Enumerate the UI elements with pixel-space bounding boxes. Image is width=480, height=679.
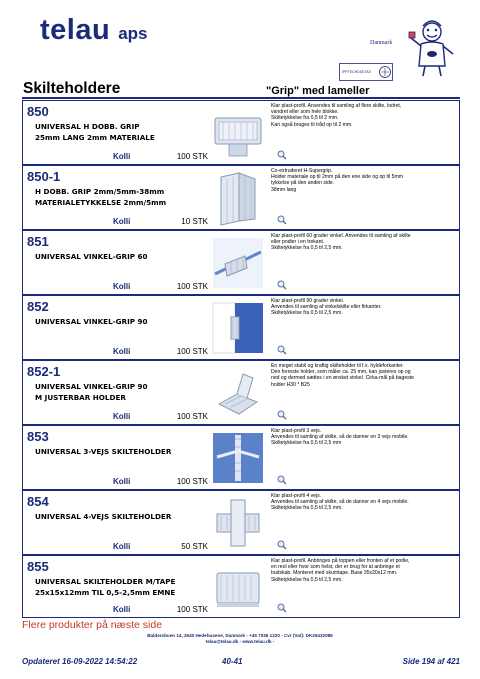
- kolli-label: Kolli: [113, 605, 131, 614]
- zoom-icon[interactable]: [277, 345, 287, 355]
- product-row: [22, 295, 460, 360]
- description-line: holder H30 * B25: [271, 381, 310, 388]
- description-line: 38mm lang: [271, 186, 297, 193]
- package-quantity: [163, 412, 208, 421]
- product-code[interactable]: 851: [27, 234, 49, 249]
- page-header: [0, 0, 480, 80]
- package-quantity: [163, 282, 208, 291]
- description-line: Skiltetykkelse fra 0,5 til 2,5 mm.: [271, 505, 343, 512]
- product-description: [271, 558, 457, 583]
- mascot-illustration: [407, 18, 457, 78]
- description-line: vandret eller som hele blokke.: [271, 109, 339, 116]
- description-line: tykkelse på den anden side.: [271, 180, 335, 187]
- page-subtitle: "Grip" med lameller: [266, 85, 370, 97]
- product-description: [271, 363, 457, 388]
- product-code[interactable]: 850: [27, 104, 49, 119]
- qty-value: 100: [176, 412, 191, 421]
- product-name-line: UNIVERSAL VINKEL-GRIP 60: [35, 252, 148, 261]
- qty-value: 100: [176, 152, 191, 161]
- product-name: [35, 316, 210, 327]
- product-row: [22, 165, 460, 230]
- description-line: Klar plast-profil 60 grader vinkel. Anvendes til samling af skilte: [271, 233, 411, 239]
- product-row: [22, 360, 460, 425]
- product-description: [271, 298, 457, 317]
- product-photo[interactable]: [209, 429, 267, 487]
- description-line: Anvendes til samling af skilte, så de danner en 4 vejs mobile.: [271, 499, 409, 506]
- product-name-line: H DOBB. GRIP 2mm/5mm-38mm: [35, 187, 165, 196]
- qty-unit: STK: [192, 152, 208, 161]
- product-name: [35, 511, 210, 522]
- description-line: budskab. Monteret med skumtape. Base 35x20x12 mm.: [271, 570, 398, 577]
- page-footer: [22, 657, 460, 669]
- description-line: Skiltetykkelse fra 0,5 til 2,5 mm: [271, 440, 342, 447]
- kolli-label: Kolli: [113, 347, 131, 356]
- product-code[interactable]: 852-1: [27, 364, 61, 379]
- description-line: Den forreste holder, som måler ca. 25 mm, kan justeres op og: [271, 369, 411, 376]
- qty-value: 100: [176, 282, 191, 291]
- zoom-icon[interactable]: [277, 475, 287, 485]
- product-row: [22, 230, 460, 295]
- product-name-line: UNIVERSAL H DOBB. GRIP: [35, 122, 140, 131]
- product-row: [22, 555, 460, 618]
- product-code[interactable]: 855: [27, 559, 49, 574]
- product-photo[interactable]: [209, 169, 267, 227]
- description-line: Anvendes til samling af vinkelskilte eller firkanter.: [271, 304, 382, 311]
- address-line: Baldersbuen 14, 2640 Hedehusene, Danmark - +45 7036 1220 - Cvr (Vat): DK25432088: [147, 633, 333, 638]
- qty-value: 50: [181, 542, 191, 551]
- description-line: eller podier i en trekant.: [271, 239, 325, 246]
- qty-value: 10: [181, 217, 191, 226]
- qty-value: 100: [176, 347, 191, 356]
- package-quantity: [163, 217, 208, 226]
- package-quantity: [163, 347, 208, 356]
- product-name: [35, 186, 210, 208]
- description-line: ned og dermed sættes i en ønsket vinkel. Cirka-mål på bageste: [271, 375, 414, 382]
- catalog-pages: 40-41: [222, 657, 243, 666]
- product-name-line: UNIVERSAL VINKEL-GRIP 90: [35, 382, 148, 391]
- product-row: [22, 490, 460, 555]
- product-name-line: UNIVERSAL SKILTEHOLDER M/TAPE: [35, 577, 176, 586]
- page-number: Side 194 af 421: [402, 657, 460, 666]
- zoom-icon[interactable]: [277, 215, 287, 225]
- qty-unit: STK: [192, 542, 208, 551]
- product-description: [271, 428, 457, 447]
- product-name: [35, 446, 210, 457]
- description-line: en reol eller hvor som helst, der er brug for at anbringe et: [271, 564, 400, 571]
- qty-value: 100: [176, 605, 191, 614]
- brand-name: telau: [40, 14, 111, 46]
- product-code[interactable]: 854: [27, 494, 49, 509]
- brand-suffix: aps: [118, 24, 148, 43]
- product-row: [22, 425, 460, 490]
- product-name-line: 25x15x12mm TIL 0,5-2,5mm EMNE: [35, 588, 176, 597]
- product-description: [271, 103, 457, 128]
- qty-unit: STK: [192, 347, 208, 356]
- package-quantity: [163, 152, 208, 161]
- updated-timestamp: Opdateret 16-09-2022 14:54:22: [22, 657, 138, 666]
- qty-unit: STK: [192, 217, 208, 226]
- qty-value: 100: [176, 477, 191, 486]
- product-code[interactable]: 850-1: [27, 169, 61, 184]
- product-name-line: UNIVERSAL VINKEL-GRIP 90: [35, 317, 148, 326]
- kolli-label: Kolli: [113, 542, 131, 551]
- more-products-notice: Flere produkter på næste side: [22, 619, 163, 631]
- description-line: Skiltetykkelse fra 0,5 til 2,5 mm.: [271, 245, 343, 252]
- product-name: [35, 251, 210, 262]
- qty-unit: STK: [192, 412, 208, 421]
- qty-unit: STK: [192, 605, 208, 614]
- product-photo[interactable]: [209, 494, 267, 552]
- product-name: [35, 381, 210, 403]
- company-address: [0, 633, 480, 645]
- package-quantity: [163, 542, 208, 551]
- contact-line[interactable]: telau@telau.dk - www.telau.dk -: [205, 639, 275, 644]
- description-line: En meget stabil og kraftig skilteholder til f.x. hyldeforkanter.: [271, 363, 404, 369]
- product-code[interactable]: 853: [27, 429, 49, 444]
- product-photo[interactable]: [209, 234, 267, 292]
- package-quantity: [163, 477, 208, 486]
- product-name-line: M JUSTERBAR HOLDER: [35, 393, 126, 402]
- package-quantity: [163, 605, 208, 614]
- kolli-label: Kolli: [113, 412, 131, 421]
- page-title: Skilteholdere: [23, 80, 121, 97]
- product-photo[interactable]: [209, 559, 267, 617]
- description-line: Klar plast-profil 4 vejs.: [271, 493, 322, 499]
- description-line: Klar plast-profil. Anvendes til samling af flere skilte, lodret,: [271, 103, 402, 109]
- title-divider: [22, 97, 460, 99]
- brand-logo[interactable]: [40, 14, 147, 47]
- product-description: [271, 493, 457, 512]
- kolli-label: Kolli: [113, 477, 131, 486]
- product-description: [271, 233, 457, 252]
- product-code[interactable]: 852: [27, 299, 49, 314]
- zoom-icon[interactable]: [277, 540, 287, 550]
- country-label: Danmark: [370, 40, 393, 46]
- kolli-label: Kolli: [113, 282, 131, 291]
- description-line: Klar plast-profil 3 vejs.: [271, 428, 322, 434]
- description-line: Klar plast-profil. Anbringes på toppen eller fronten af et podie,: [271, 558, 410, 564]
- description-line: Skiltetykkelse fra 0,5 til 2,5 mm.: [271, 576, 343, 583]
- description-line: Co-extruderet H-Supergrip.: [271, 168, 333, 174]
- product-name-line: UNIVERSAL 3-VEJS SKILTEHOLDER: [35, 447, 172, 456]
- certification-badge: [339, 63, 393, 81]
- product-name: [35, 121, 210, 143]
- description-line: Anvendes til samling af skilte, så de danner en 3 vejs mobile.: [271, 434, 409, 441]
- description-line: Kan også bruges til tråd op til 2 mm.: [271, 121, 353, 128]
- badge-text: IPPTECHDIGITAS: [342, 70, 371, 74]
- product-photo[interactable]: [209, 104, 267, 162]
- product-row: [22, 100, 460, 165]
- zoom-icon[interactable]: [277, 603, 287, 613]
- description-line: Klar plast-profil 90 grader vinkel.: [271, 298, 345, 304]
- product-photo[interactable]: [209, 364, 267, 422]
- product-name: [35, 576, 210, 598]
- qty-unit: STK: [192, 282, 208, 291]
- zoom-icon[interactable]: [277, 280, 287, 290]
- zoom-icon[interactable]: [277, 410, 287, 420]
- kolli-label: Kolli: [113, 217, 131, 226]
- product-name-line: 25mm LANG 2mm MATERIALE: [35, 133, 155, 142]
- product-photo[interactable]: [209, 299, 267, 357]
- description-line: Skiltetykkelse fra 0,5 til 2,5 mm.: [271, 310, 343, 317]
- description-line: Skiltetykkelse fra 0,5 til 2 mm.: [271, 115, 339, 122]
- product-name-line: UNIVERSAL 4-VEJS SKILTEHOLDER: [35, 512, 172, 521]
- kolli-label: Kolli: [113, 152, 131, 161]
- description-line: Holder materiale op til 2mm på den ene side og op til 5mm: [271, 174, 403, 181]
- product-description: [271, 168, 457, 193]
- product-name-line: MATERIALETYKKELSE 2mm/5mm: [35, 198, 167, 207]
- qty-unit: STK: [192, 477, 208, 486]
- zoom-icon[interactable]: [277, 150, 287, 160]
